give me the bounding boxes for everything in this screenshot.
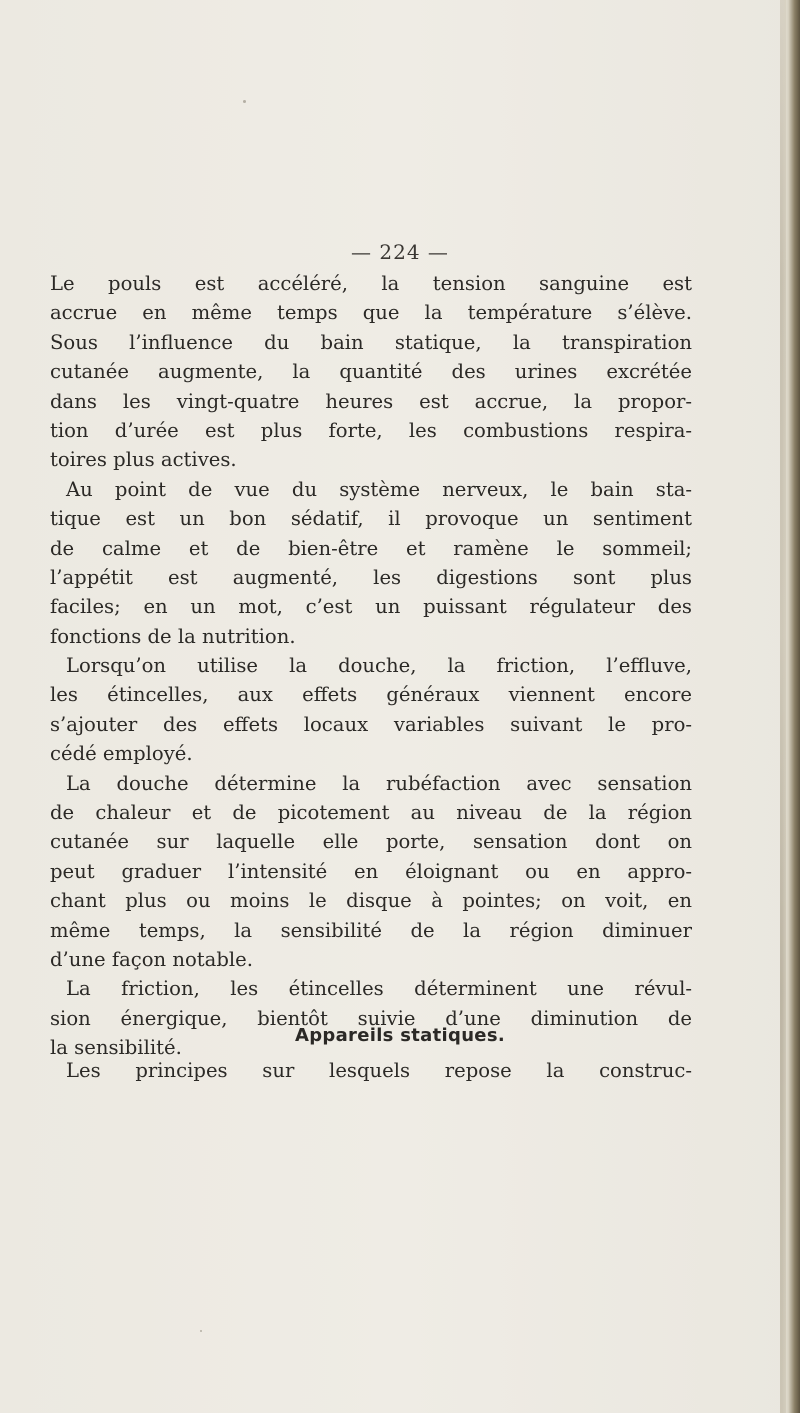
- page-number: — 224 —: [351, 240, 449, 264]
- paper-speck: [243, 100, 246, 103]
- text-line: Lorsqu’on utilise la douche, la friction, l’effluve,: [66, 654, 692, 678]
- text-line: cutanée sur laquelle elle porte, sensation dont on: [50, 830, 692, 854]
- text-line: chant plus ou moins le disque à pointes; on voit, en: [50, 889, 692, 913]
- paper-speck: [200, 1330, 202, 1332]
- text-line: sion énergique, bientôt suivie d’une diminution de: [50, 1006, 692, 1030]
- text-line: La douche détermine la rubéfaction avec sensation: [66, 771, 692, 795]
- text-line: toires plus actives.: [50, 448, 237, 472]
- text-line: tique est un bon sédatif, il provoque un sentiment: [50, 507, 692, 531]
- text-line: faciles; en un mot, c’est un puissant régulateur des: [50, 595, 692, 619]
- text-line: s’ajouter des effets locaux variables suivant le pro-: [50, 712, 692, 736]
- text-line: peut graduer l’intensité en éloignant ou en appro-: [50, 859, 692, 883]
- text-line: Sous l’influence du bain statique, la transpiration: [50, 330, 692, 354]
- text-line: cutanée augmente, la quantité des urines excrétée: [50, 360, 692, 384]
- text-line: dans les vingt-quatre heures est accrue, la propor-: [50, 389, 692, 413]
- text-line: même temps, la sensibilité de la région diminuer: [50, 918, 692, 942]
- text-line: tion d’urée est plus forte, les combustions respira-: [50, 418, 692, 442]
- text-line: Le pouls est accéléré, la tension sanguine est: [50, 272, 692, 295]
- text-line: la sensibilité.: [50, 1036, 182, 1060]
- body-text: [50, 269, 692, 1063]
- section-heading: Appareils statiques.: [295, 1025, 505, 1046]
- text-line: cédé employé.: [50, 742, 193, 766]
- text-line: les étincelles, aux effets généraux viennent encore: [50, 683, 692, 707]
- text-line: La friction, les étincelles déterminent une révul-: [66, 977, 692, 1001]
- text-line: Les principes sur lesquels repose la construc-: [66, 1059, 692, 1082]
- text-line: l’appétit est augmenté, les digestions sont plus: [50, 565, 692, 589]
- text-line: d’une façon notable.: [50, 947, 253, 971]
- text-line: accrue en même temps que la température s’élève.: [50, 301, 692, 325]
- text-line: Au point de vue du système nerveux, le bain sta-: [66, 477, 692, 501]
- text-line: de calme et de bien-être et ramène le sommeil;: [50, 536, 692, 560]
- text-line: fonctions de la nutrition.: [50, 624, 296, 648]
- body-text-continued: [50, 1056, 692, 1085]
- text-line: de chaleur et de picotement au niveau de la région: [50, 801, 692, 825]
- page-edge: [782, 0, 800, 1413]
